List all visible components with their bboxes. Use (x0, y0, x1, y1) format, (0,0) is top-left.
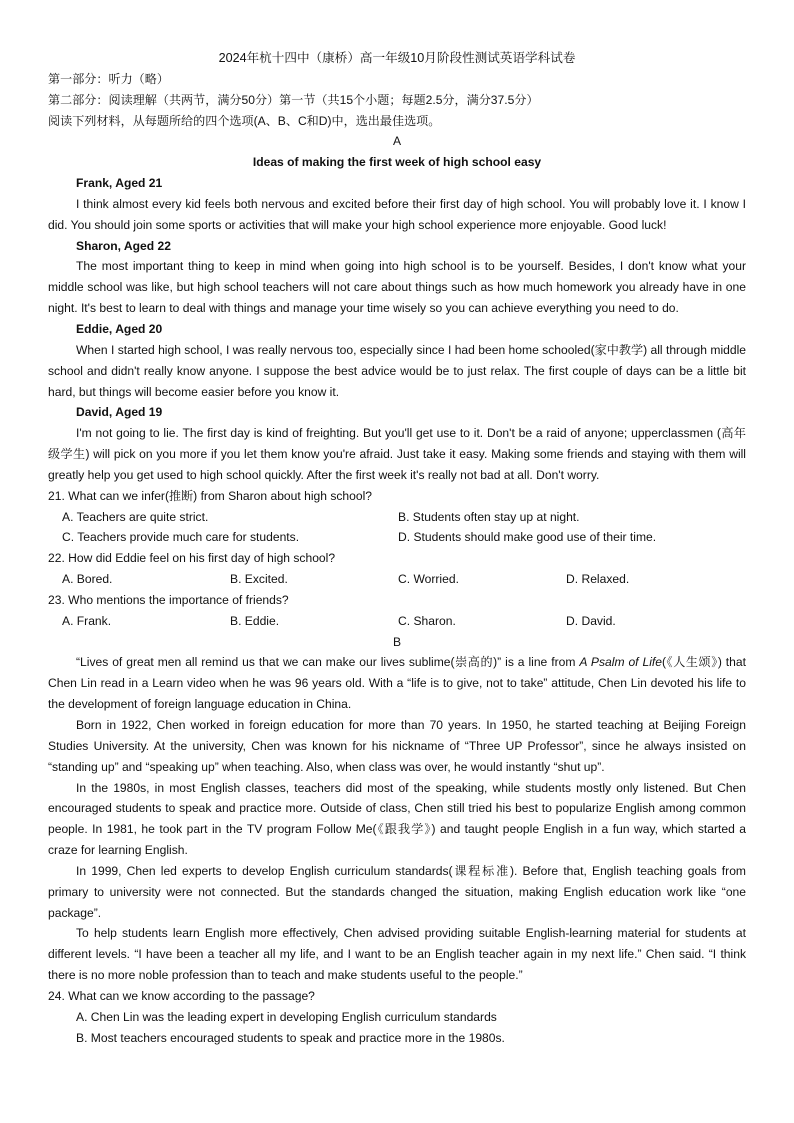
passage-b-letter: B (392, 634, 402, 649)
question-21: 21. What can we infer(推断) from Sharon about high school? (48, 488, 373, 503)
option-22d: D. Relaxed. (566, 572, 630, 587)
p1-text-before: “Lives of great men all remind us that we can make our lives sublime(崇高的)” is a line from (76, 655, 580, 670)
question-23-options (48, 611, 746, 632)
frank-advice: I think almost every kid feels both nervous and excited before their first day of high school. You will probably love it. I know I did. You should join some sports or activities that will make your high school experience more enjoyable. Good luck! (48, 196, 746, 232)
option-23c: C. Sharon. (398, 613, 456, 628)
passage-b-paragraph-2: Born in 1922, Chen worked in foreign education for more than 70 years. In 1950, he started teaching at Beijing Foreign Studies University. At the university, Chen was known for his nickname of “Three UP Professor”, since he always insisted on “standing up” and “speaking up” when teaching. Also, when class was over, he would instantly “shut up”. (48, 718, 746, 774)
david-advice: I'm not going to lie. The first day is kind of freighting. But you'll get use to it. Don't be a raid of anyone; upperclassmen (高年级学生) will pick on you more if you let them know you're afraid. Just take it easy. Making some friends and staying with them will greatly help you get used to high school quickly. After the first week it's really not bad at all. Don't worry. (48, 426, 746, 482)
passage-b-paragraph-3: In the 1980s, in most English classes, teachers did most of the speaking, while students mostly only listened. But Chen encouraged students to speak and practice more. Outside of class, Chen still tried his best to popularize English among common people. In 1981, he took part in the TV program Follow Me(《跟我学》) and taught people English in a fun way, which started a craze for learning English. (48, 780, 746, 858)
option-21a: A. Teachers are quite strict. (62, 509, 209, 524)
p1-text-after: (《人生颂》) that Chen Lin read in a Learn video when he was 96 years old. With a “life is to give, not to take” attitude, Chen Lin devoted his life to the development of foreign language education in China. (48, 655, 746, 712)
passage-a-letter: A (392, 134, 402, 149)
part-two-heading: 第二部分：阅读理解（共两节，满分50分）第一节（共15个小题；每题2.5分，满分37.5分） (48, 92, 539, 107)
question-21-options-2 (48, 527, 746, 548)
author-sharon: Sharon, Aged 22 (76, 238, 171, 253)
option-22c: C. Worried. (398, 572, 459, 587)
instruction: 阅读下列材料，从每题所给的四个选项(A、B、C和D)中，选出最佳选项。 (48, 113, 441, 128)
option-24b: B. Most teachers encouraged students to speak and practice more in the 1980s. (76, 1030, 505, 1045)
question-24: 24. What can we know according to the passage? (48, 988, 315, 1003)
exam-title: 2024年杭十四中（康桥）高一年级10月阶段性测试英语学科试卷 (218, 51, 576, 65)
author-eddie: Eddie, Aged 20 (76, 321, 163, 336)
option-21b: B. Students often stay up at night. (398, 509, 580, 524)
option-21d: D. Students should make good use of their time. (398, 530, 657, 545)
eddie-advice: When I started high school, I was really nervous too, especially since I had been home schooled(家中教学) all through middle school and didn't really know anyone. I suppose the best advice would be to just relax. The first couple of days can be a little bit hard, but things will become easier before you know it. (48, 342, 746, 399)
author-frank: Frank, Aged 21 (76, 176, 163, 191)
part-one-heading: 第一部分：听力（略） (48, 71, 169, 86)
poem-title: A Psalm of Life (579, 655, 662, 670)
option-22a: A. Bored. (62, 572, 113, 587)
option-22b: B. Excited. (230, 572, 288, 587)
author-david: David, Aged 19 (76, 405, 163, 420)
passage-b-paragraph-1 (48, 652, 746, 715)
question-23: 23. Who mentions the importance of friends? (48, 592, 289, 607)
option-24a: A. Chen Lin was the leading expert in developing English curriculum standards (76, 1009, 497, 1024)
option-23a: A. Frank. (62, 613, 112, 628)
passage-b-paragraph-4: In 1999, Chen led experts to develop English curriculum standards(课程标准). Before that, English teaching goals from primary to university were not connected. But the standards changed the situation, making English education work like “one package”. (48, 863, 746, 920)
question-21-options (48, 507, 746, 528)
question-22: 22. How did Eddie feel on his first day of high school? (48, 551, 336, 566)
passage-a-title: Ideas of making the first week of high school easy (252, 155, 542, 170)
option-23b: B. Eddie. (230, 613, 280, 628)
question-22-options (48, 569, 746, 590)
passage-b-paragraph-5: To help students learn English more effectively, Chen advised providing suitable English-learning material for students at different levels. “I have been a teacher all my life, and I want to be an English teacher again in my next life.” Chen said. “I think there is no more noble profession than to teach and make students useful to the people.” (48, 926, 746, 983)
option-21c: C. Teachers provide much care for students. (62, 530, 300, 545)
exam-page (48, 48, 746, 1049)
option-23d: D. David. (566, 613, 616, 628)
sharon-advice: The most important thing to keep in mind when going into high school is to be yourself. Besides, I don't know what your middle school was like, but high school teachers will not care about things such as how much homework you already have in one night. It's best to learn to deal with things and manage your time wisely so you can achieve everything you need to do. (48, 259, 746, 316)
